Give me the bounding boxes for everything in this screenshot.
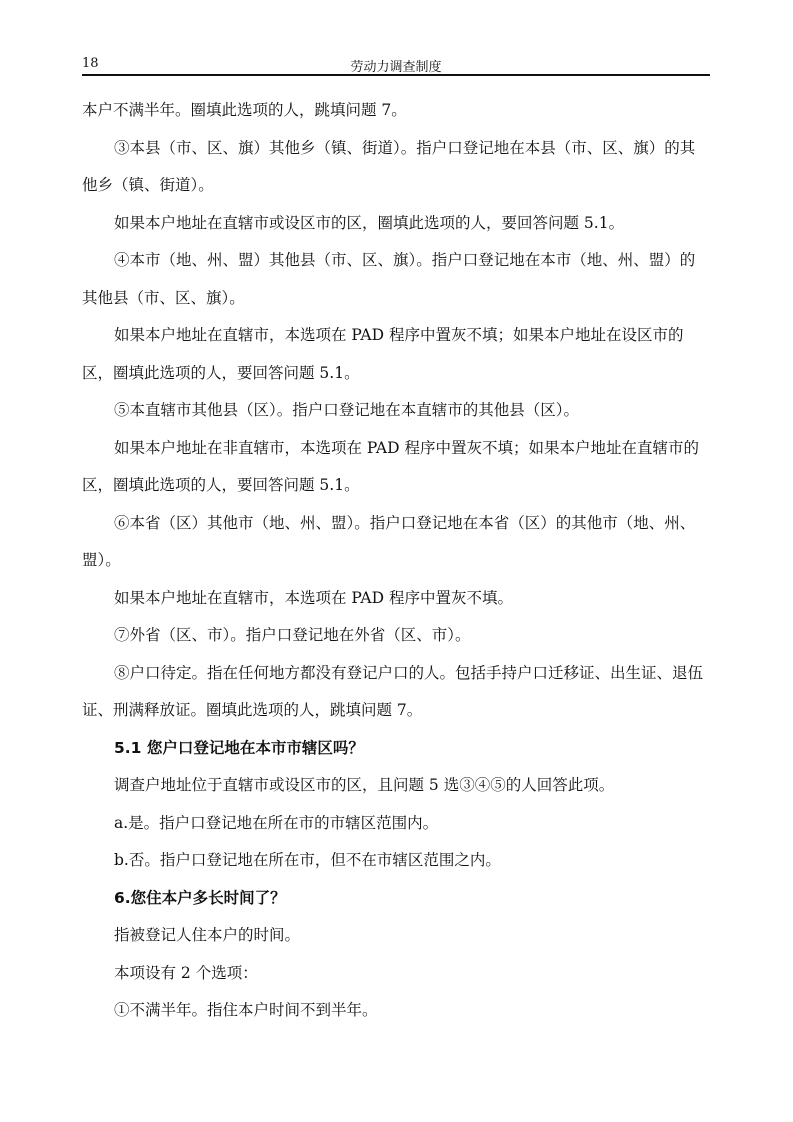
- paragraph: 本户不满半年。圈填此选项的人，跳填问题 7。: [82, 101, 407, 119]
- paragraph: 指被登记人住本户的时间。: [114, 926, 301, 944]
- paragraph: ③本县（市、区、旗）其他乡（镇、街道）。指户口登记地在本县（市、区、旗）的其他乡（镇、街道）。: [82, 138, 696, 194]
- paragraph: ⑤本直辖市其他县（区）。指户口登记地在本直辖市的其他县（区）。: [114, 401, 580, 419]
- paragraph: a.是。指户口登记地在所在市的市辖区范围内。: [114, 813, 439, 832]
- section-heading: 5.1 您户口登记地在本市市辖区吗？: [114, 738, 364, 757]
- paragraph: ①不满半年。指住本户时间不到半年。: [114, 1001, 378, 1019]
- paragraph: 如果本户地址在非直辖市，本选项在 PAD 程序中置灰不填；如果本户地址在直辖市的区，圈填此选项的人，要回答问题 5.1。: [82, 438, 699, 494]
- paragraph: 如果本户地址在直辖市，本选项在 PAD 程序中置灰不填；如果本户地址在设区市的区，圈填此选项的人，要回答问题 5.1。: [82, 326, 684, 382]
- paragraph: ⑥本省（区）其他市（地、州、盟）。指户口登记地在本省（区）的其他市（地、州、盟）。: [82, 513, 696, 569]
- paragraph: ⑧户口待定。指在任何地方都没有登记户口的人。包括手持户口迁移证、出生证、退伍证、刑满释放证。圈填此选项的人，跳填问题 7。: [82, 663, 704, 719]
- page-number: 18: [82, 56, 99, 71]
- header-rule: [82, 74, 710, 76]
- paragraph: 调查户地址位于直辖市或设区市的区，且问题 5 选③④⑤的人回答此项。: [114, 776, 615, 794]
- running-title: 劳动力调查制度: [350, 60, 442, 75]
- paragraph: ④本市（地、州、盟）其他县（市、区、旗）。指户口登记地在本市（地、州、盟）的其他县（市、区、旗）。: [82, 251, 696, 307]
- paragraph: b.否。指户口登记地在所在市，但不在市辖区范围之内。: [114, 851, 501, 869]
- document-body: [82, 92, 710, 1030]
- paragraph: 如果本户地址在直辖市，本选项在 PAD 程序中置灰不填。: [114, 588, 513, 607]
- page-header: [82, 56, 710, 74]
- paragraph: ⑦外省（区、市）。指户口登记地在外省（区、市）。: [114, 626, 471, 644]
- paragraph: 本项设有 2 个选项：: [114, 963, 258, 982]
- paragraph: 如果本户地址在直辖市或设区市的区，圈填此选项的人，要回答问题 5.1。: [114, 213, 625, 232]
- section-heading: 6.您住本户多长时间了？: [114, 888, 286, 907]
